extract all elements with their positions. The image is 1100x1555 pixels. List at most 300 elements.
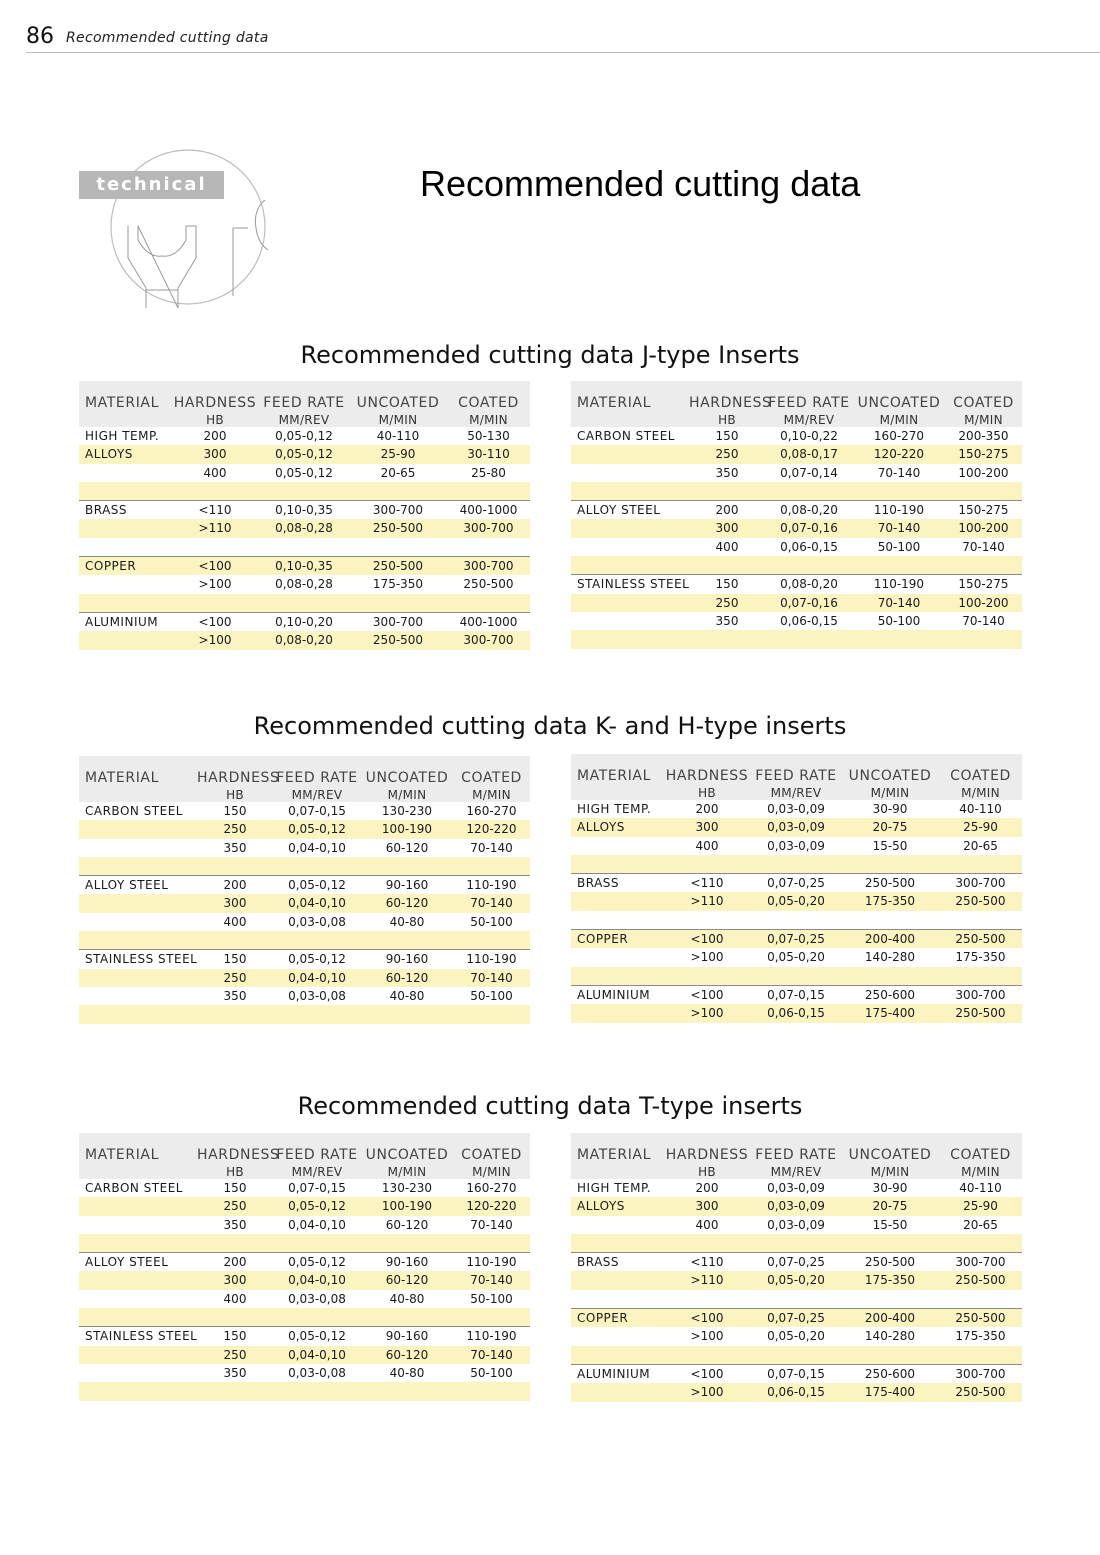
feed-rate-cell: 0,05-0,20 (767, 894, 825, 909)
feed-rate-cell: 0,05-0,20 (767, 950, 825, 965)
coated-cell (945, 482, 1022, 500)
hardness-cell: 250 (223, 1347, 247, 1362)
uncoated-cell (853, 482, 945, 500)
coated-cell: 70-140 (470, 1347, 513, 1362)
coated-cell: 100-200 (958, 521, 1009, 536)
hardness-cell (689, 630, 765, 648)
material-cell (79, 575, 171, 593)
hardness-cell: 300 (715, 521, 739, 536)
material-cell: CARBON STEEL (85, 1181, 183, 1195)
table-row (571, 873, 1022, 892)
table-row (571, 1216, 1022, 1234)
coated-cell: 200-350 (958, 429, 1009, 443)
uncoated-cell: 250-500 (372, 521, 424, 536)
coated-cell (453, 857, 530, 875)
uncoated-cell (349, 482, 447, 500)
material-cell: ALUMINIUM (85, 614, 159, 629)
table-row (79, 802, 530, 820)
coated-cell: 110-190 (466, 952, 517, 967)
material-cell: ALLOYS (85, 447, 133, 462)
coated-cell (939, 1346, 1022, 1364)
uncoated-cell: 175-350 (372, 577, 424, 592)
table-j-type-left (79, 381, 530, 650)
column-header: FEED RATE (263, 395, 345, 411)
column-header: FEED RATE (768, 395, 850, 411)
column-header: HARDNESS (197, 770, 280, 786)
coated-cell: 100-200 (958, 595, 1009, 610)
table-row (571, 1327, 1022, 1345)
table-row (571, 929, 1022, 948)
coated-cell: 150-275 (958, 503, 1009, 518)
coated-cell: 150-275 (958, 447, 1009, 462)
uncoated-cell: 140-280 (864, 950, 916, 965)
hardness-cell: 400 (695, 1217, 719, 1232)
feed-rate-cell: 0,10-0,35 (275, 503, 333, 518)
uncoated-cell: 40-80 (389, 914, 425, 929)
hardness-cell: 400 (695, 838, 719, 853)
coated-cell (447, 538, 530, 556)
uncoated-cell: 250-500 (372, 633, 424, 648)
hardness-cell: >100 (690, 1385, 724, 1400)
table-row (79, 1234, 530, 1252)
hardness-cell: 350 (223, 1217, 247, 1232)
material-cell: ALLOY STEEL (85, 878, 169, 893)
uncoated-cell: 175-350 (864, 894, 916, 909)
column-header: MATERIAL (577, 768, 652, 784)
coated-cell: 400-1000 (459, 614, 518, 629)
feed-rate-cell: 0,04-0,10 (288, 970, 346, 985)
material-cell (79, 931, 197, 949)
hardness-cell: 400 (223, 1291, 247, 1306)
feed-rate-cell: 0,07-0,16 (780, 521, 838, 536)
feed-rate-cell: 0,06-0,15 (780, 539, 838, 554)
hardness-cell: 150 (223, 1329, 247, 1344)
feed-rate-cell (273, 931, 361, 949)
feed-rate-cell: 0,06-0,15 (780, 613, 838, 628)
coated-cell: 70-140 (962, 613, 1005, 628)
material-cell (79, 594, 171, 612)
running-title: Recommended cutting data (66, 30, 269, 46)
feed-rate-cell: 0,08-0,20 (780, 577, 838, 592)
material-cell: HIGH TEMP. (577, 1181, 652, 1195)
table-row (79, 445, 530, 463)
feed-rate-cell (751, 1290, 841, 1308)
table-row (79, 894, 530, 912)
column-unit (79, 413, 171, 427)
table-header (571, 381, 1022, 427)
uncoated-cell: 70-140 (877, 521, 921, 536)
material-cell (571, 1383, 663, 1401)
coated-cell: 40-110 (959, 802, 1002, 816)
hardness-cell (197, 1382, 273, 1400)
feed-rate-cell: 0,05-0,12 (288, 1255, 346, 1270)
column-header: HARDNESS (689, 395, 772, 411)
hardness-cell (171, 482, 259, 500)
coated-cell: 250-500 (463, 577, 514, 592)
column-unit: M/MIN (378, 413, 418, 427)
table-row (571, 1179, 1022, 1197)
table-row (571, 1197, 1022, 1215)
uncoated-cell: 100-190 (381, 1199, 433, 1214)
uncoated-cell: 130-230 (381, 1181, 433, 1195)
material-cell: BRASS (577, 876, 620, 891)
material-cell (571, 556, 689, 574)
feed-rate-cell: 0,08-0,28 (275, 577, 333, 592)
column-header: MATERIAL (85, 770, 160, 786)
coated-cell: 175-350 (955, 950, 1006, 965)
material-cell (79, 894, 197, 912)
table-row (79, 1252, 530, 1271)
material-cell (79, 1271, 197, 1289)
feed-rate-cell: 0,03-0,09 (767, 820, 825, 835)
uncoated-cell: 40-80 (389, 1291, 425, 1306)
table-row (79, 1216, 530, 1234)
hardness-cell: 350 (715, 465, 739, 480)
hardness-cell: 150 (223, 952, 247, 967)
feed-rate-cell: 0,05-0,12 (288, 878, 346, 893)
hardness-cell: 350 (715, 613, 739, 628)
uncoated-cell: 30-90 (872, 802, 908, 816)
coated-cell: 70-140 (470, 970, 513, 985)
column-header: MATERIAL (577, 1147, 652, 1163)
feed-rate-cell (765, 482, 853, 500)
material-cell (571, 519, 689, 537)
feed-rate-cell: 0,07-0,15 (288, 804, 346, 818)
material-cell (79, 1290, 197, 1308)
hardness-cell: 300 (223, 896, 247, 911)
table-row (79, 500, 530, 519)
hardness-cell (197, 931, 273, 949)
coated-cell: 160-270 (466, 1181, 517, 1195)
table-row (571, 482, 1022, 500)
coated-cell (939, 911, 1022, 929)
table-row (79, 1346, 530, 1364)
feed-rate-cell (259, 594, 349, 612)
coated-cell: 25-90 (963, 820, 998, 835)
hardness-cell (663, 911, 751, 929)
material-cell (571, 855, 663, 873)
coated-cell: 300-700 (955, 1255, 1006, 1270)
material-cell: BRASS (85, 503, 128, 518)
hardness-cell: >110 (690, 1273, 724, 1288)
material-cell (571, 538, 689, 556)
coated-cell: 25-90 (963, 1199, 998, 1214)
uncoated-cell: 110-190 (873, 503, 925, 518)
uncoated-cell (841, 1290, 939, 1308)
hardness-cell (197, 1234, 273, 1252)
uncoated-cell: 300-700 (372, 503, 424, 518)
material-cell (79, 538, 171, 556)
table-row (571, 1271, 1022, 1289)
uncoated-cell: 60-120 (385, 840, 429, 855)
table-row (79, 575, 530, 593)
hardness-cell: <110 (198, 503, 232, 518)
feed-rate-cell (751, 967, 841, 985)
table-row (79, 1308, 530, 1326)
table-row (79, 464, 530, 482)
table-row (571, 445, 1022, 463)
table-row (79, 875, 530, 894)
hardness-cell (197, 1308, 273, 1326)
material-cell (571, 967, 663, 985)
coated-cell: 250-500 (955, 1311, 1006, 1326)
hardness-cell: <110 (690, 876, 724, 891)
feed-rate-cell (273, 1005, 361, 1023)
coated-cell: 50-100 (470, 1291, 513, 1306)
coated-cell: 300-700 (955, 987, 1006, 1002)
table-row (79, 1326, 530, 1345)
table-row (79, 1364, 530, 1382)
uncoated-cell: 100-190 (381, 822, 433, 837)
material-cell (571, 1290, 663, 1308)
material-cell: CARBON STEEL (85, 804, 183, 818)
column-unit: MM/REV (770, 1165, 822, 1179)
feed-rate-cell: 0,05-0,12 (288, 822, 346, 837)
feed-rate-cell: 0,03-0,08 (288, 1365, 346, 1380)
uncoated-cell (361, 1382, 453, 1400)
material-cell (571, 464, 689, 482)
material-cell (571, 594, 689, 612)
hardness-cell: 300 (203, 447, 227, 462)
coated-cell: 70-140 (470, 1217, 513, 1232)
uncoated-cell: 110-190 (873, 577, 925, 592)
column-unit: HB (698, 1165, 716, 1179)
coated-cell: 250-500 (955, 1385, 1006, 1400)
table-row (79, 987, 530, 1005)
uncoated-cell: 300-700 (372, 614, 424, 629)
hardness-cell (197, 1005, 273, 1023)
table-row (571, 500, 1022, 519)
table-row (571, 818, 1022, 836)
uncoated-cell: 175-400 (864, 1006, 916, 1021)
column-header: FEED RATE (755, 1147, 837, 1163)
uncoated-cell: 15-50 (872, 1217, 908, 1232)
column-header: UNCOATED (365, 770, 449, 786)
table-row (571, 556, 1022, 574)
material-cell (571, 1327, 663, 1345)
hardness-cell (663, 855, 751, 873)
hardness-cell (663, 1346, 751, 1364)
table-row (571, 1252, 1022, 1271)
hardness-cell: 200 (695, 1181, 719, 1195)
material-cell: ALUMINIUM (577, 987, 651, 1002)
table-row (571, 892, 1022, 910)
feed-rate-cell: 0,07-0,25 (767, 1255, 825, 1270)
table-row (79, 1179, 530, 1197)
coated-cell: 300-700 (463, 559, 514, 574)
uncoated-cell: 250-600 (864, 1366, 916, 1381)
technical-badge: technical (79, 171, 224, 199)
coated-cell: 110-190 (466, 878, 517, 893)
feed-rate-cell: 0,03-0,09 (767, 1217, 825, 1232)
table-t-type-left (79, 1133, 530, 1401)
feed-rate-cell: 0,07-0,14 (780, 465, 838, 480)
column-unit: HB (226, 788, 244, 802)
uncoated-cell: 200-400 (864, 1311, 916, 1326)
table-row (571, 967, 1022, 985)
uncoated-cell: 250-500 (864, 1255, 916, 1270)
table-header (79, 1133, 530, 1179)
column-unit: HB (718, 413, 736, 427)
coated-cell: 100-200 (958, 465, 1009, 480)
material-cell (79, 1346, 197, 1364)
material-cell (79, 519, 171, 537)
coated-cell: 250-500 (955, 932, 1006, 947)
table-row (79, 949, 530, 968)
coated-cell (939, 967, 1022, 985)
feed-rate-cell (259, 482, 349, 500)
table-row (571, 1346, 1022, 1364)
table-j-type-right (571, 381, 1022, 649)
material-cell: STAINLESS STEEL (85, 1329, 198, 1344)
coated-cell: 250-500 (955, 894, 1006, 909)
column-header: MATERIAL (85, 395, 160, 411)
table-row (79, 1382, 530, 1400)
hardness-cell: 250 (223, 822, 247, 837)
table-kh-type-right (571, 754, 1022, 1023)
hardness-cell: 150 (715, 577, 739, 592)
feed-rate-cell: 0,04-0,10 (288, 840, 346, 855)
coated-cell: 40-110 (959, 1181, 1002, 1195)
table-row (571, 800, 1022, 818)
hardness-cell: 400 (223, 914, 247, 929)
uncoated-cell: 20-65 (380, 465, 416, 480)
material-cell (79, 839, 197, 857)
hardness-cell: 300 (695, 1199, 719, 1214)
column-header: FEED RATE (276, 770, 358, 786)
uncoated-cell: 30-90 (872, 1181, 908, 1195)
material-cell (79, 913, 197, 931)
coated-cell: 110-190 (466, 1329, 517, 1344)
feed-rate-cell (751, 1234, 841, 1252)
table-row (79, 482, 530, 500)
column-unit: M/MIN (879, 413, 919, 427)
coated-cell (939, 1290, 1022, 1308)
hardness-cell: <100 (690, 987, 724, 1002)
material-cell: STAINLESS STEEL (85, 952, 198, 967)
material-cell: COPPER (85, 559, 137, 574)
hardness-cell: 200 (223, 878, 247, 893)
column-unit: M/MIN (387, 1165, 427, 1179)
uncoated-cell: 90-160 (385, 952, 429, 967)
column-unit: M/MIN (387, 788, 427, 802)
uncoated-cell (349, 594, 447, 612)
coated-cell (453, 1005, 530, 1023)
feed-rate-cell (751, 855, 841, 873)
column-header: COATED (953, 395, 1014, 411)
coated-cell (453, 931, 530, 949)
material-cell (571, 1346, 663, 1364)
coated-cell: 250-500 (955, 1273, 1006, 1288)
material-cell (571, 1216, 663, 1234)
coated-cell: 120-220 (466, 1199, 517, 1214)
hardness-cell: 150 (223, 1181, 247, 1195)
uncoated-cell: 250-500 (864, 876, 916, 891)
material-cell: COPPER (577, 932, 629, 947)
column-header: COATED (461, 770, 522, 786)
feed-rate-cell (751, 1346, 841, 1364)
column-header: COATED (950, 1147, 1011, 1163)
uncoated-cell (361, 1005, 453, 1023)
material-cell (571, 612, 689, 630)
column-header: UNCOATED (356, 395, 440, 411)
material-cell (79, 482, 171, 500)
hardness-cell: 250 (715, 595, 739, 610)
feed-rate-cell: 0,08-0,28 (275, 521, 333, 536)
column-header: MATERIAL (577, 395, 652, 411)
coated-cell: 70-140 (470, 1273, 513, 1288)
table-row (571, 427, 1022, 445)
material-cell (571, 1271, 663, 1289)
table-row (79, 839, 530, 857)
hardness-cell (663, 1290, 751, 1308)
hardness-cell (689, 482, 765, 500)
coated-cell: 25-80 (471, 465, 506, 480)
coated-cell: 70-140 (470, 840, 513, 855)
coated-cell: 30-110 (467, 447, 510, 462)
feed-rate-cell: 0,05-0,20 (767, 1329, 825, 1344)
column-header: HARDNESS (197, 1147, 280, 1163)
feed-rate-cell: 0,07-0,15 (767, 1366, 825, 1381)
uncoated-cell (361, 931, 453, 949)
column-header: HARDNESS (665, 768, 749, 784)
hardness-cell: <100 (690, 932, 724, 947)
feed-rate-cell: 0,03-0,09 (767, 1199, 825, 1214)
hardness-cell (689, 556, 765, 574)
column-header: COATED (461, 1147, 522, 1163)
hardness-cell: >100 (690, 1006, 724, 1021)
feed-rate-cell: 0,08-0,20 (780, 503, 838, 518)
feed-rate-cell: 0,03-0,08 (288, 988, 346, 1003)
hardness-cell: <100 (198, 614, 232, 629)
uncoated-cell: 90-160 (385, 878, 429, 893)
hardness-cell: >110 (690, 894, 724, 909)
coated-cell: 50-130 (467, 429, 510, 443)
feed-rate-cell: 0,04-0,10 (288, 1217, 346, 1232)
hardness-cell (663, 1234, 751, 1252)
uncoated-cell: 60-120 (385, 896, 429, 911)
coated-cell (447, 482, 530, 500)
coated-cell (939, 1234, 1022, 1252)
hardness-cell (171, 538, 259, 556)
coated-cell: 120-220 (466, 822, 517, 837)
table-row (571, 911, 1022, 929)
column-unit: MM/REV (291, 1165, 343, 1179)
uncoated-cell: 160-270 (873, 429, 925, 443)
feed-rate-cell: 0,05-0,12 (288, 952, 346, 967)
column-header: HARDNESS (173, 395, 257, 411)
uncoated-cell: 90-160 (385, 1329, 429, 1344)
column-unit (571, 1165, 663, 1179)
material-cell (79, 1216, 197, 1234)
feed-rate-cell: 0,07-0,16 (780, 595, 838, 610)
table-row (79, 1290, 530, 1308)
uncoated-cell (361, 857, 453, 875)
hardness-cell (663, 967, 751, 985)
feed-rate-cell: 0,05-0,12 (288, 1329, 346, 1344)
material-cell (79, 464, 171, 482)
table-row (79, 913, 530, 931)
uncoated-cell: 60-120 (385, 1347, 429, 1362)
uncoated-cell (361, 1234, 453, 1252)
column-header: MATERIAL (85, 1147, 160, 1163)
feed-rate-cell: 0,04-0,10 (288, 1273, 346, 1288)
material-cell: ALLOYS (577, 1199, 625, 1214)
table-row (79, 1271, 530, 1289)
table-row (79, 556, 530, 575)
table-row (79, 931, 530, 949)
feed-rate-cell: 0,10-0,20 (275, 614, 333, 629)
